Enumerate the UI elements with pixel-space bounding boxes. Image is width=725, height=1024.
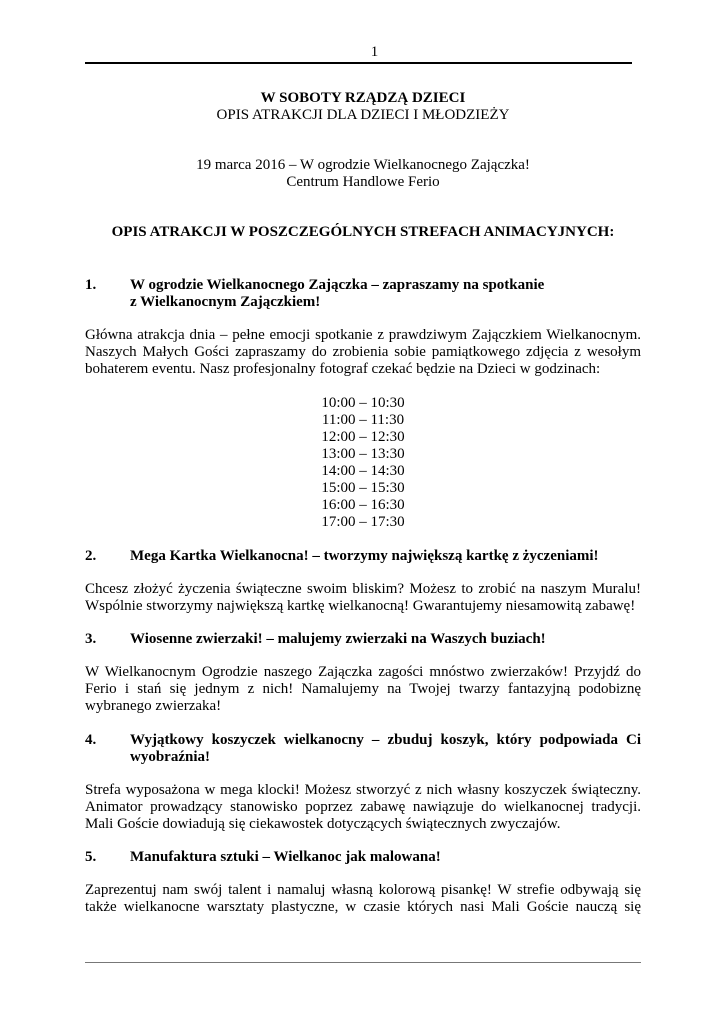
event-venue: Centrum Handlowe Ferio	[286, 174, 440, 190]
item-number: 1.	[85, 277, 97, 293]
hour-slot: 17:00 – 17:30	[321, 514, 405, 530]
item-title: W ogrodzie Wielkanocnego Zajączka – zapraszamy na spotkanie z Wielkanocnym Zajączkiem!	[130, 277, 545, 310]
hour-slot: 11:00 – 11:30	[321, 412, 405, 428]
hour-slot: 16:00 – 16:30	[321, 497, 405, 513]
list-item	[85, 849, 641, 866]
document-subtitle: OPIS ATRAKCJI DLA DZIECI I MŁODZIEŻY	[216, 107, 510, 123]
item-description: Zaprezentuj nam swój talent i namaluj własną kolorową pisankę! W strefie odbywają się także wielkanocne warsztaty plastyczne, w czasie których nasi Mali Goście nauczą się	[85, 882, 641, 915]
item-number: 5.	[85, 849, 97, 865]
item-title: Mega Kartka Wielkanocna! – tworzymy największą kartkę z życzeniami!	[130, 548, 599, 564]
item-number: 2.	[85, 548, 97, 564]
hour-slot: 13:00 – 13:30	[321, 446, 405, 462]
item-title: Wyjątkowy koszyczek wielkanocny – zbuduj koszyk, który podpowiada Ci wyobraźnia!	[130, 732, 641, 765]
hour-slot: 12:00 – 12:30	[321, 429, 405, 445]
section-heading: OPIS ATRAKCJI W POSZCZEGÓLNYCH STREFACH ANIMACYJNYCH:	[111, 224, 615, 240]
item-title: Manufaktura sztuki – Wielkanoc jak malowana!	[130, 849, 441, 865]
item-number: 3.	[85, 631, 97, 647]
item-description: Strefa wyposażona w mega klocki! Możesz stworzyć z nich własny koszyczek świąteczny. Animator prowadzący stanowisko poprzez zabawę nawiązuje do wielkanocnej tradycji. Mali Goście dowiadują się ciekawostek dotyczących świątecznych zwyczajów.	[85, 782, 641, 832]
item-number: 4.	[85, 732, 97, 748]
item-title: Wiosenne zwierzaki! – malujemy zwierzaki na Waszych buziach!	[130, 631, 546, 647]
hours-list	[85, 395, 641, 531]
footer-rule	[85, 962, 641, 963]
item-description: W Wielkanocnym Ogrodzie naszego Zajączka zagości mnóstwo zwierzaków! Przyjdź do Ferio i stań się jednym z nich! Namalujemy na Twojej twarzy fantazyjną podobiznę wybranego zwierzaka!	[85, 664, 641, 714]
item-description: Chcesz złożyć życzenia świąteczne swoim bliskim? Możesz to zrobić na naszym Muralu! Wspólnie stworzymy największą kartkę wielkanocną! Gwarantujemy niesamowitą zabawę!	[85, 581, 641, 614]
document-body	[85, 90, 641, 916]
header-rule	[85, 62, 632, 64]
hour-slot: 15:00 – 15:30	[321, 480, 405, 496]
hour-slot: 10:00 – 10:30	[321, 395, 405, 411]
list-item	[85, 548, 641, 565]
list-item	[85, 277, 641, 311]
document-title: W SOBOTY RZĄDZĄ DZIECI	[260, 90, 466, 106]
page-number: 1	[370, 44, 379, 60]
list-item	[85, 732, 641, 766]
list-item	[85, 631, 641, 648]
hour-slot: 14:00 – 14:30	[321, 463, 405, 479]
item-description: Główna atrakcja dnia – pełne emocji spotkanie z prawdziwym Zajączkiem Wielkanocnym. Naszych Małych Gości zapraszamy do zrobienia sobie pamiątkowego zdjęcia z wesołym bohaterem eventu. Nasz profesjonalny fotograf czekać będzie na Dzieci w godzinach:	[85, 327, 641, 377]
event-date: 19 marca 2016 – W ogrodzie Wielkanocnego Zajączka!	[196, 157, 530, 173]
